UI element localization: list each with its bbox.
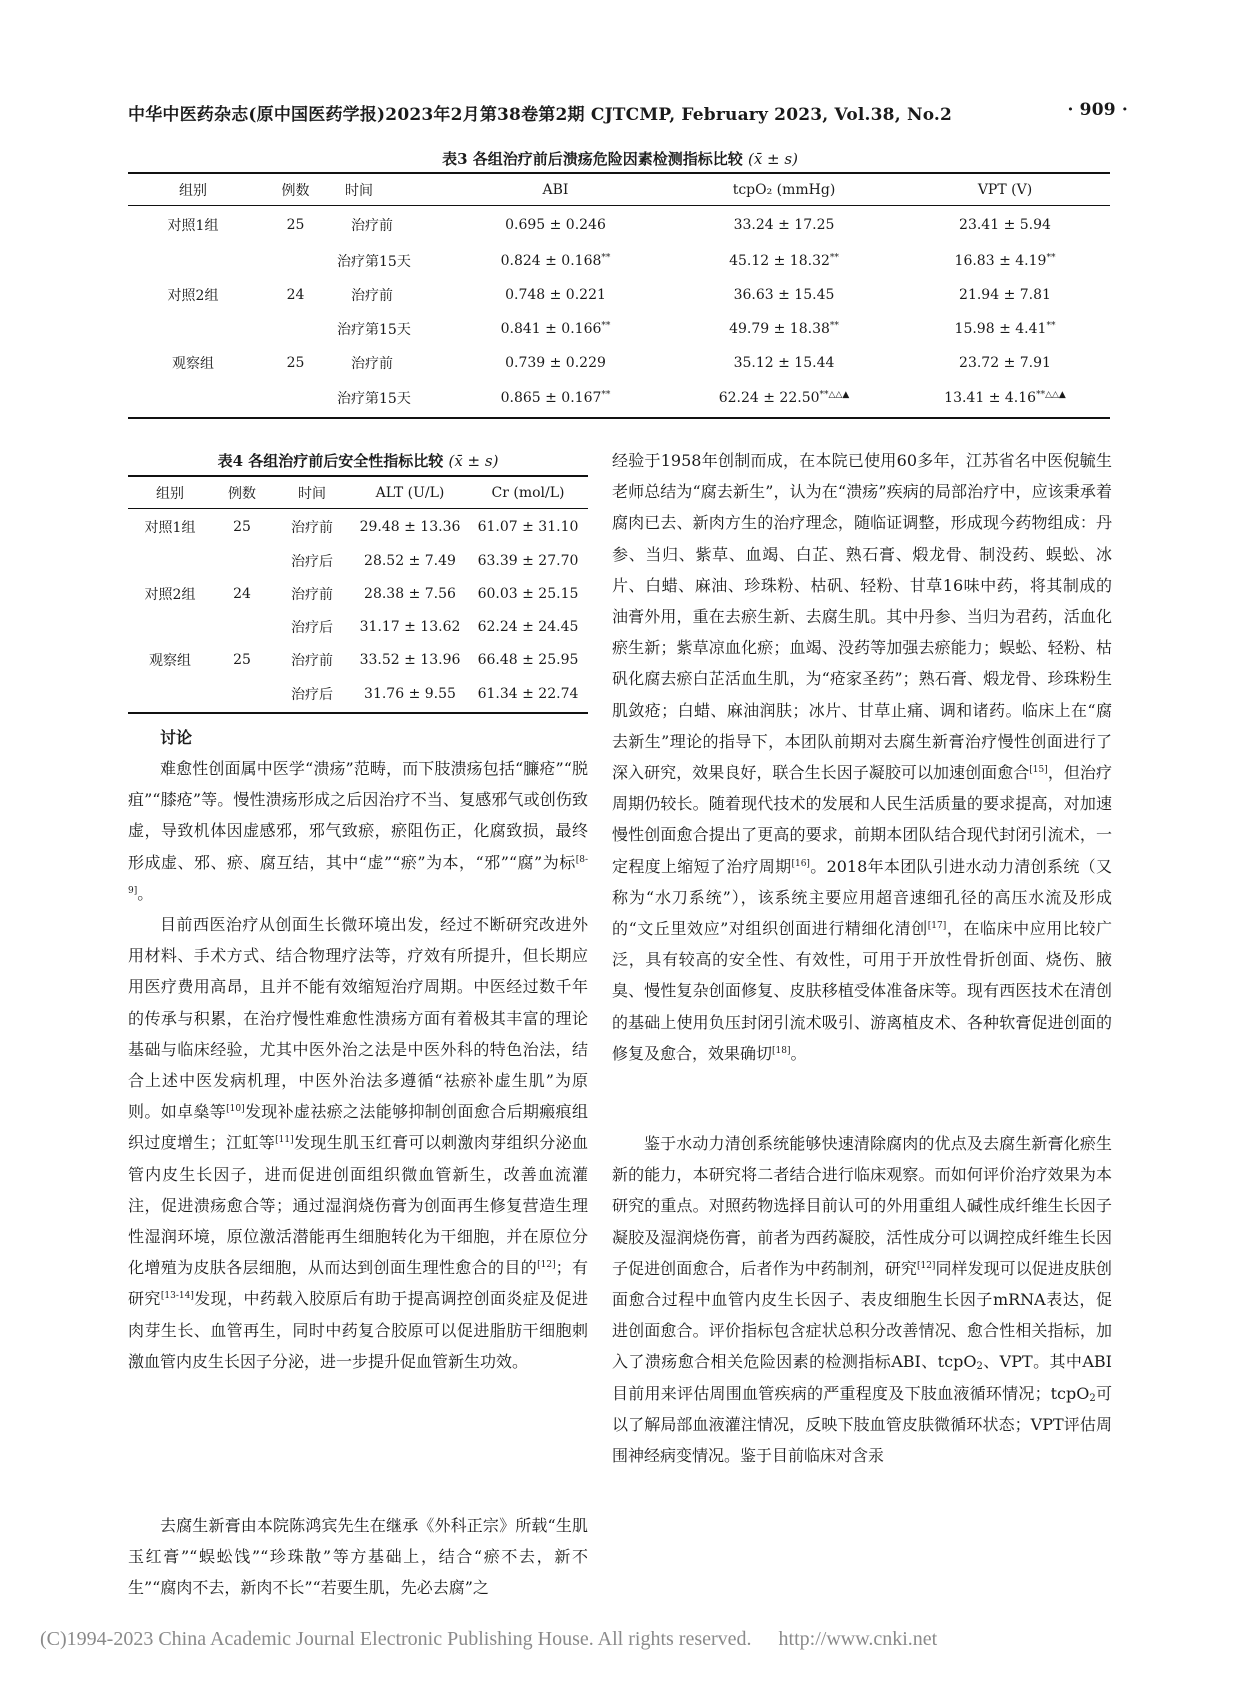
table4-cell: 63.39 ± 27.70 [477, 553, 579, 569]
table3-cell: 62.24 ± 22.50**△△▲ [718, 390, 850, 406]
citation: [15] [1029, 765, 1048, 776]
table3-header-cell: 例数 [281, 182, 310, 199]
table3-cell [258, 312, 333, 346]
table4-row [128, 509, 588, 545]
table4-row [128, 578, 588, 611]
table3-header-cell: 时间 [345, 182, 373, 199]
table4-cell [212, 545, 272, 578]
table4-cell: 60.03 ± 25.15 [477, 586, 579, 602]
table4-cell: 治疗后 [291, 687, 333, 703]
table4-cell: 61.07 ± 31.10 [477, 518, 579, 535]
table4-cell: 治疗后 [291, 620, 333, 636]
table4-cell: 对照1组 [144, 519, 196, 536]
copyright-text: (C)1994-2023 China Academic Journal Electronic Publishing House. All rights reserved. [40, 1628, 752, 1650]
table3-header-cell: VPT (V) [977, 181, 1033, 198]
page-number: · 909 · [1067, 100, 1128, 120]
table4-cell: 33.52 ± 13.96 [359, 652, 461, 668]
citation: [10] [226, 1104, 245, 1115]
table4-cell [128, 545, 212, 578]
table4-header-cell: ALT (U/L) [375, 484, 445, 501]
table4-row [128, 545, 588, 578]
citation: [12] [916, 1260, 936, 1271]
citation: [16] [791, 858, 810, 869]
table3-cell: 对照2组 [167, 287, 219, 304]
table3-caption-stat: (x̄ ± s) [747, 150, 798, 168]
citation: [12] [537, 1260, 556, 1271]
table4-cell [128, 611, 212, 644]
table3-row [128, 244, 1110, 278]
table4-row [128, 677, 588, 713]
table3-cell: 23.72 ± 7.91 [959, 354, 1051, 371]
table3-cell [128, 244, 258, 278]
table3-row [128, 346, 1110, 380]
table4-cell: 31.17 ± 13.62 [359, 619, 461, 635]
table4-cell: 31.76 ± 9.55 [364, 686, 456, 702]
table4-cell: 61.34 ± 22.74 [477, 686, 579, 702]
citation: [13-14] [160, 1291, 194, 1302]
table3-row [128, 380, 1110, 418]
footer-url: http://www.cnki.net [778, 1628, 938, 1650]
table3-cell [128, 312, 258, 346]
table3-cell: 0.865 ± 0.167** [500, 390, 611, 406]
table4-cell: 29.48 ± 13.36 [359, 518, 461, 535]
table4-header-cell: 组别 [156, 485, 184, 502]
table4-row [128, 644, 588, 677]
table3-cell: 对照1组 [167, 217, 219, 234]
table4-header-cell: Cr (mol/L) [491, 484, 565, 501]
table3-cell: 治疗前 [351, 287, 393, 304]
table3-cell: 0.841 ± 0.166** [500, 320, 611, 337]
table3-row [128, 278, 1110, 312]
citation: [8-9] [128, 854, 588, 896]
table3-cell: 25 [286, 354, 305, 371]
table3-header-cell: ABI [542, 181, 569, 198]
table3-cell: 治疗第15天 [337, 321, 411, 338]
table4-cell: 治疗前 [291, 587, 333, 603]
journal-line: 中华中医药杂志(原中国医药学报)2023年2月第38卷第2期 CJTCMP, February 2023, Vol.38, No.2 [128, 105, 953, 125]
table3-cell: 21.94 ± 7.81 [959, 286, 1051, 303]
discussion-paragraph-3: 去腐生新膏由本院陈鸿宾先生在继承《外科正宗》所载“生肌玉红膏”“蜈蚣饯”“珍珠散”等方基础上，结合“瘀不去，新不生”“腐肉不去，新肉不长”“若要生肌，先必去腐”之 [128, 1516, 588, 1598]
table4-cell: 25 [233, 652, 251, 668]
table3-cell: 49.79 ± 18.38** [729, 320, 839, 337]
table3-cell [258, 244, 333, 278]
table3-cell: 45.12 ± 18.32** [729, 252, 839, 269]
table3-cell: 16.83 ± 4.19** [954, 252, 1056, 269]
table3-caption [130, 148, 1110, 169]
table3-cell: 15.98 ± 4.41** [954, 320, 1056, 337]
table4-cell [128, 677, 212, 713]
table3-cell [258, 380, 333, 418]
table3-cell: 23.41 ± 5.94 [959, 216, 1051, 233]
table4-cell: 28.52 ± 7.49 [364, 553, 456, 569]
table3 [128, 172, 1110, 419]
discussion-paragraph-2: 目前西医治疗从创面生长微环境出发，经过不断研究改进外用材料、手术方式、结合物理疗法等，疗效有所提升，但长期应用医疗费用高昂，且并不能有效缩短治疗周期。中医经过数千年的传承与积累，在治疗慢性难愈性溃疡方面有着极其丰富的理论基础与临床经验，尤其中医外治之法是中医外科的特色治法，结合上述中医发病机理，中医外治法多遵循“祛瘀补虚生肌”为原则。如卓燊等[10]发现补虚祛瘀之法能够抑制创面愈合后期瘢痕组织过度增生；江虹等[11]发现生肌玉红膏可以刺激肉芽组织分泌血管内皮生长因子，进而促进创面组织微血管新生，改善血流灌注，促进溃疡愈合等；通过湿润烧伤膏为创面再生修复营造生理性湿润环境，原位激活潜能再生细胞转化为干细胞，并在原位分化增殖为皮肤各层细胞，从而达到创面生理性愈合的目的[12]；有研究[13-14]发现，中药载入胶原后有助于提高调控创面炎症及促进肉芽生长、血管再生，同时中药复合胶原可以促进脂肪干细胞刺激血管内皮生长因子分泌，进一步提升促血管新生功效。 [128, 915, 588, 1371]
table3-row [128, 206, 1110, 244]
running-header [128, 100, 1128, 125]
right-paragraph-1: 经验于1958年创制而成，在本院已使用60多年，江苏省名中医倪毓生老师总结为“腐去新生”，认为在“溃疡”疾病的局部治疗中，应该秉承着腐肉已去、新肉方生的治疗理念，随临证调整，形成现今药物组成：丹参、当归、紫草、血竭、白芷、熟石膏、煅龙骨、制没药、蜈蚣、冰片、白蜡、麻油、珍珠粉、枯矾、轻粉、甘草16味中药，将其制成的油膏外用，重在去瘀生新、去腐生肌。其中丹参、当归为君药，活血化瘀生新；紫草凉血化瘀；血竭、没药等加强去瘀能力；蜈蚣、轻粉、枯矾化腐去瘀白芷活血生肌，为“疮家圣药”；熟石膏、煅龙骨、珍珠粉生肌敛疮；白蜡、麻油润肤；冰片、甘草止痛、调和诸药。临床上在“腐去新生”理论的指导下，本团队前期对去腐生新膏治疗慢性创面进行了深入研究，效果良好，联合生长因子凝胶可以加速创面愈合[15]，但治疗周期仍较长。随着现代技术的发展和人民生活质量的要求提高，对加速慢性创面愈合提出了更高的要求，前期本团队结合现代封闭引流术，一定程度上缩短了治疗周期[16]。2018年本团队引进水动力清创系统（又称为“水刀系统”），该系统主要应用超音速细孔径的高压水流及形成的“文丘里效应”对组织创面进行精细化清创[17]，在临床中应用比较广泛，具有较高的安全性、有效性，可用于开放性骨折创面、烧伤、腋臭、慢性复杂创面修复、皮肤移植受体准备床等。现有西医技术在清创的基础上使用负压封闭引流术吸引、游离植皮术、各种软膏促进创面的修复及愈合，效果确切[18]。 [612, 451, 1112, 1063]
table4-cell [212, 611, 272, 644]
citation: [11] [275, 1135, 294, 1146]
table4-row [128, 611, 588, 644]
table3-header-cell: tcpO₂ (mmHg) [732, 181, 836, 198]
table4-cell: 治疗后 [291, 554, 333, 570]
table3-cell: 治疗前 [351, 217, 393, 234]
table3-cell: 0.739 ± 0.229 [505, 354, 606, 371]
table3-cell: 0.824 ± 0.168** [500, 252, 611, 269]
table3-caption-text: 表3 各组治疗前后溃疡危险因素检测指标比较 [442, 150, 743, 168]
table4-cell: 治疗前 [291, 519, 333, 536]
table4-caption-text: 表4 各组治疗前后安全性指标比较 [217, 452, 444, 470]
table4-cell [212, 677, 272, 713]
table4-cell: 62.24 ± 24.45 [477, 619, 579, 635]
table4-cell: 25 [233, 518, 251, 535]
table3-cell: 33.24 ± 17.25 [733, 216, 835, 233]
table4-cell: 观察组 [149, 653, 191, 669]
table4-header-cell: 例数 [228, 485, 256, 502]
table4-cell: 66.48 ± 25.95 [477, 652, 579, 668]
right-paragraph-2: 鉴于水动力清创系统能够快速清除腐肉的优点及去腐生新膏化瘀生新的能力，本研究将二者结合进行临床观察。而如何评价治疗效果为本研究的重点。对照药物选择目前认可的外用重组人碱性成纤维生长因子凝胶及湿润烧伤膏，前者为西药凝胶，活性成分可以调控成纤维生长因子促进创面愈合，后者作为中药制剂，研究[12]同样发现可以促进皮肤创面愈合过程中血管内皮生长因子、表皮细胞生长因子mRNA表达，促进创面愈合。评价指标包含症状总积分改善情况、愈合性相关指标，加入了溃疡愈合相关危险因素的检测指标ABI、tcpO$_2$、VPT。其中ABI目前用来评估周围血管疾病的严重程度及下肢血液循环情况；tcpO$_2$可以了解局部血液灌注情况，反映下肢血管皮肤微循环状态；VPT评估周围神经病变情况。鉴于目前临床对含汞 [612, 1134, 1112, 1466]
table3-row [128, 312, 1110, 346]
table4-header-cell: 时间 [298, 485, 326, 502]
table3-cell: 0.748 ± 0.221 [505, 286, 606, 303]
table4-caption-stat: (x̄ ± s) [448, 452, 499, 470]
table3-header-cell: 组别 [179, 182, 207, 199]
table3-cell [128, 380, 258, 418]
table4-cell: 治疗前 [291, 653, 333, 669]
table3-header-row [128, 173, 1110, 206]
table3-cell: 0.695 ± 0.246 [505, 216, 606, 233]
table3-cell: 治疗前 [351, 355, 393, 372]
table3-cell: 36.63 ± 15.45 [733, 286, 835, 303]
discussion-heading: 讨论 [160, 728, 193, 747]
table3-cell: 24 [286, 286, 305, 303]
table4-cell: 24 [233, 586, 251, 602]
table3-cell: 治疗第15天 [337, 391, 411, 407]
table4-cell: 28.38 ± 7.56 [364, 586, 456, 602]
table3-cell: 观察组 [172, 355, 214, 372]
discussion-paragraph-1: 难愈性创面属中医学“溃疡”范畴，而下肢溃疡包括“臁疮”“脱疽”“膝疮”等。慢性溃疡形成之后因治疗不当、复感邪气或创伤致虚，导致机体因虚感邪，邪气致瘀，瘀阻伤正，化腐致损，最终形成虚、邪、瘀、腐互结，其中“虚”“瘀”为本，“邪”“腐”为标[8-9]。 [128, 759, 588, 903]
table3-cell: 25 [286, 216, 305, 233]
copyright-footer [40, 1628, 1210, 1651]
table3-cell: 治疗第15天 [337, 253, 411, 270]
table4-header-row [128, 476, 588, 509]
table3-cell: 13.41 ± 4.16**△△▲ [944, 390, 1066, 406]
table3-cell: 35.12 ± 15.44 [733, 354, 835, 371]
citation: [17] [927, 921, 947, 932]
table4-cell: 对照2组 [144, 587, 196, 603]
table4 [128, 475, 588, 714]
citation: [18] [772, 1045, 791, 1056]
table4-caption [128, 450, 588, 471]
